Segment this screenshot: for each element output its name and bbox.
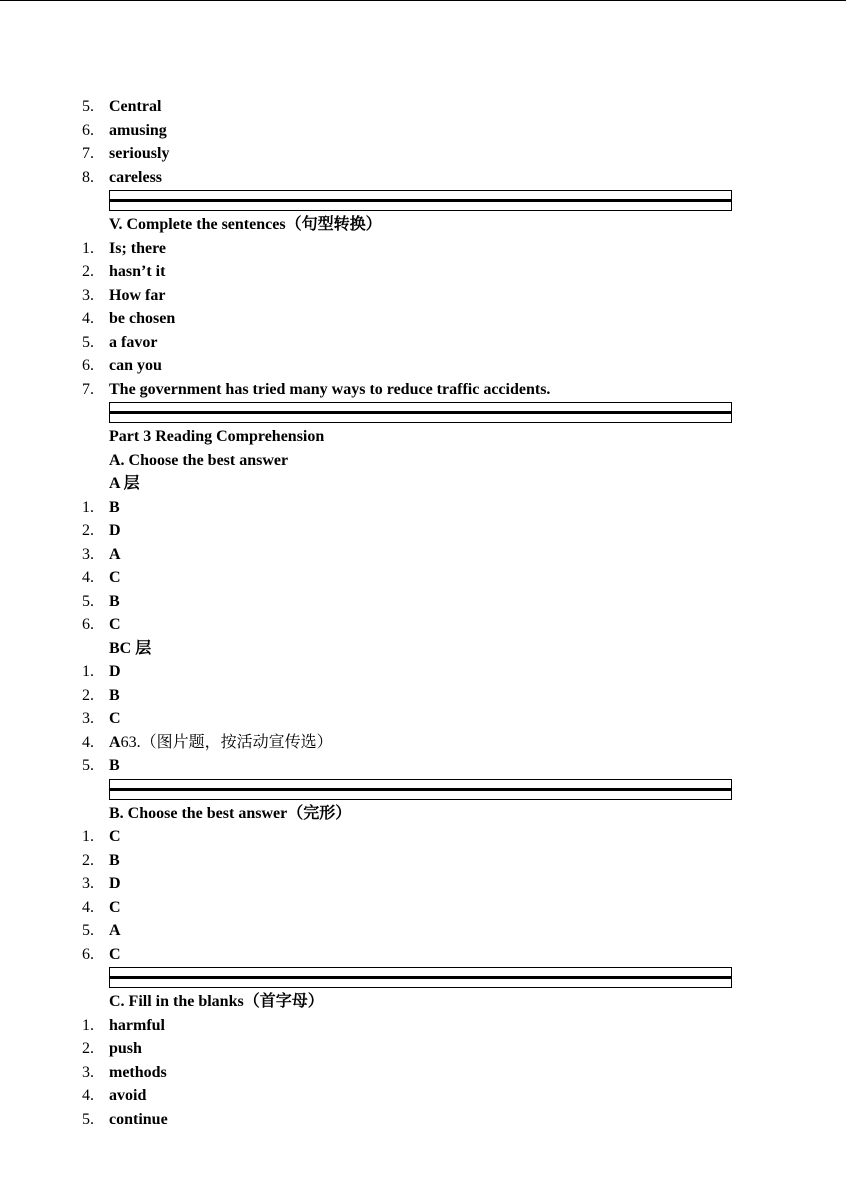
section-heading: V. Complete the sentences（句型转换） bbox=[109, 216, 382, 233]
item-number: 2. bbox=[82, 686, 94, 704]
list-item bbox=[78, 660, 738, 684]
part-heading: Part 3 Reading Comprehension bbox=[109, 428, 325, 445]
list-item bbox=[78, 566, 738, 590]
item-number: 3. bbox=[82, 545, 94, 563]
item-number: 2. bbox=[82, 263, 94, 280]
item-answer: seriously bbox=[109, 145, 170, 162]
list-item bbox=[78, 284, 738, 308]
section-heading: C. Fill in the blanks（首字母） bbox=[109, 993, 324, 1010]
item-number: 7. bbox=[82, 380, 94, 398]
item-answer: B bbox=[109, 592, 120, 610]
section-divider bbox=[109, 779, 732, 800]
item-answer bbox=[109, 731, 333, 755]
list-item bbox=[78, 237, 738, 261]
list-item bbox=[78, 1014, 738, 1038]
item-answer: How far bbox=[109, 286, 166, 304]
item-answer: C bbox=[109, 898, 121, 916]
item-answer: D bbox=[109, 875, 121, 892]
section-heading: B. Choose the best answer（完形） bbox=[109, 804, 352, 822]
item-answer: Central bbox=[109, 98, 162, 115]
list-item bbox=[78, 543, 738, 567]
item-number: 8. bbox=[82, 168, 94, 186]
list-item bbox=[78, 943, 738, 967]
list-item bbox=[78, 519, 738, 543]
list-item bbox=[78, 613, 738, 637]
item-number: 5. bbox=[82, 1110, 94, 1128]
item-number: 1. bbox=[82, 663, 94, 680]
list-item bbox=[78, 1108, 738, 1132]
list-item bbox=[78, 142, 738, 166]
item-answer: push bbox=[109, 1040, 142, 1057]
list-item bbox=[78, 1061, 738, 1085]
item-answer: Is; there bbox=[109, 239, 167, 257]
item-number: 1. bbox=[82, 239, 94, 257]
item-number: 1. bbox=[82, 1016, 94, 1034]
list-item bbox=[78, 1037, 738, 1061]
item-answer: C bbox=[109, 828, 121, 845]
answer-key-page bbox=[78, 95, 738, 1131]
item-answer: be chosen bbox=[109, 310, 176, 327]
item-answer: C bbox=[109, 616, 121, 633]
item-answer: hasn’t it bbox=[109, 263, 166, 280]
item-answer: careless bbox=[109, 168, 163, 186]
item-answer-letter: A bbox=[109, 733, 121, 751]
list-item bbox=[78, 849, 738, 873]
list-item bbox=[78, 378, 738, 402]
list-item bbox=[78, 496, 738, 520]
item-number: 5. bbox=[82, 333, 94, 351]
list-item bbox=[78, 590, 738, 614]
list-item bbox=[78, 331, 738, 355]
item-answer: D bbox=[109, 522, 121, 539]
list-item bbox=[78, 166, 738, 190]
item-number: 3. bbox=[82, 286, 94, 304]
item-number: 4. bbox=[82, 569, 94, 586]
item-number: 6. bbox=[82, 616, 94, 633]
item-number: 5. bbox=[82, 922, 94, 939]
item-answer: C bbox=[109, 710, 121, 727]
item-answer: A bbox=[109, 922, 121, 939]
item-answer: amusing bbox=[109, 121, 167, 139]
item-answer: C bbox=[109, 569, 121, 586]
list-item bbox=[78, 307, 738, 331]
item-number: 3. bbox=[82, 1063, 94, 1081]
item-answer: D bbox=[109, 663, 121, 680]
list-item bbox=[78, 754, 738, 778]
page-top-border bbox=[0, 0, 846, 1]
item-note: 63.（图片题，按活动宣传选） bbox=[120, 733, 333, 751]
item-number: 5. bbox=[82, 98, 94, 115]
item-number: 2. bbox=[82, 522, 94, 539]
item-answer: B bbox=[109, 851, 120, 869]
item-number: 6. bbox=[82, 357, 94, 374]
list-item bbox=[78, 896, 738, 920]
item-answer: The government has tried many ways to reduce traffic accidents. bbox=[109, 380, 551, 398]
item-number: 5. bbox=[82, 757, 94, 774]
item-number: 4. bbox=[82, 310, 94, 327]
item-answer: harmful bbox=[109, 1016, 165, 1034]
list-item bbox=[78, 825, 738, 849]
list-item bbox=[78, 731, 738, 755]
item-number: 4. bbox=[82, 733, 94, 751]
item-number: 2. bbox=[82, 1040, 94, 1057]
item-number: 7. bbox=[82, 145, 94, 162]
list-item bbox=[78, 919, 738, 943]
level-heading: BC 层 bbox=[109, 639, 152, 657]
level-heading: A 层 bbox=[109, 475, 140, 492]
item-number: 3. bbox=[82, 710, 94, 727]
section-divider bbox=[109, 190, 732, 211]
list-item bbox=[78, 707, 738, 731]
item-number: 2. bbox=[82, 851, 94, 869]
list-item bbox=[78, 260, 738, 284]
item-number: 1. bbox=[82, 498, 94, 516]
item-number: 1. bbox=[82, 828, 94, 845]
list-item bbox=[78, 684, 738, 708]
item-number: 5. bbox=[82, 592, 94, 610]
item-number: 6. bbox=[82, 121, 94, 139]
item-answer: B bbox=[109, 686, 120, 704]
item-answer: A bbox=[109, 545, 121, 563]
item-answer: continue bbox=[109, 1110, 168, 1128]
list-item bbox=[78, 119, 738, 143]
item-number: 3. bbox=[82, 875, 94, 892]
section-divider bbox=[109, 402, 732, 423]
item-answer: can you bbox=[109, 357, 162, 374]
section-heading: A. Choose the best answer bbox=[109, 451, 289, 469]
item-number: 4. bbox=[82, 898, 94, 916]
item-answer: methods bbox=[109, 1063, 167, 1081]
list-item bbox=[78, 872, 738, 896]
item-answer: B bbox=[109, 757, 120, 774]
item-answer: a favor bbox=[109, 333, 158, 351]
item-number: 4. bbox=[82, 1087, 94, 1104]
list-item bbox=[78, 354, 738, 378]
item-answer: avoid bbox=[109, 1087, 147, 1104]
item-answer: C bbox=[109, 945, 121, 963]
item-answer: B bbox=[109, 498, 120, 516]
item-number: 6. bbox=[82, 945, 94, 963]
section-divider bbox=[109, 967, 732, 988]
list-item bbox=[78, 1084, 738, 1108]
list-item bbox=[78, 95, 738, 119]
